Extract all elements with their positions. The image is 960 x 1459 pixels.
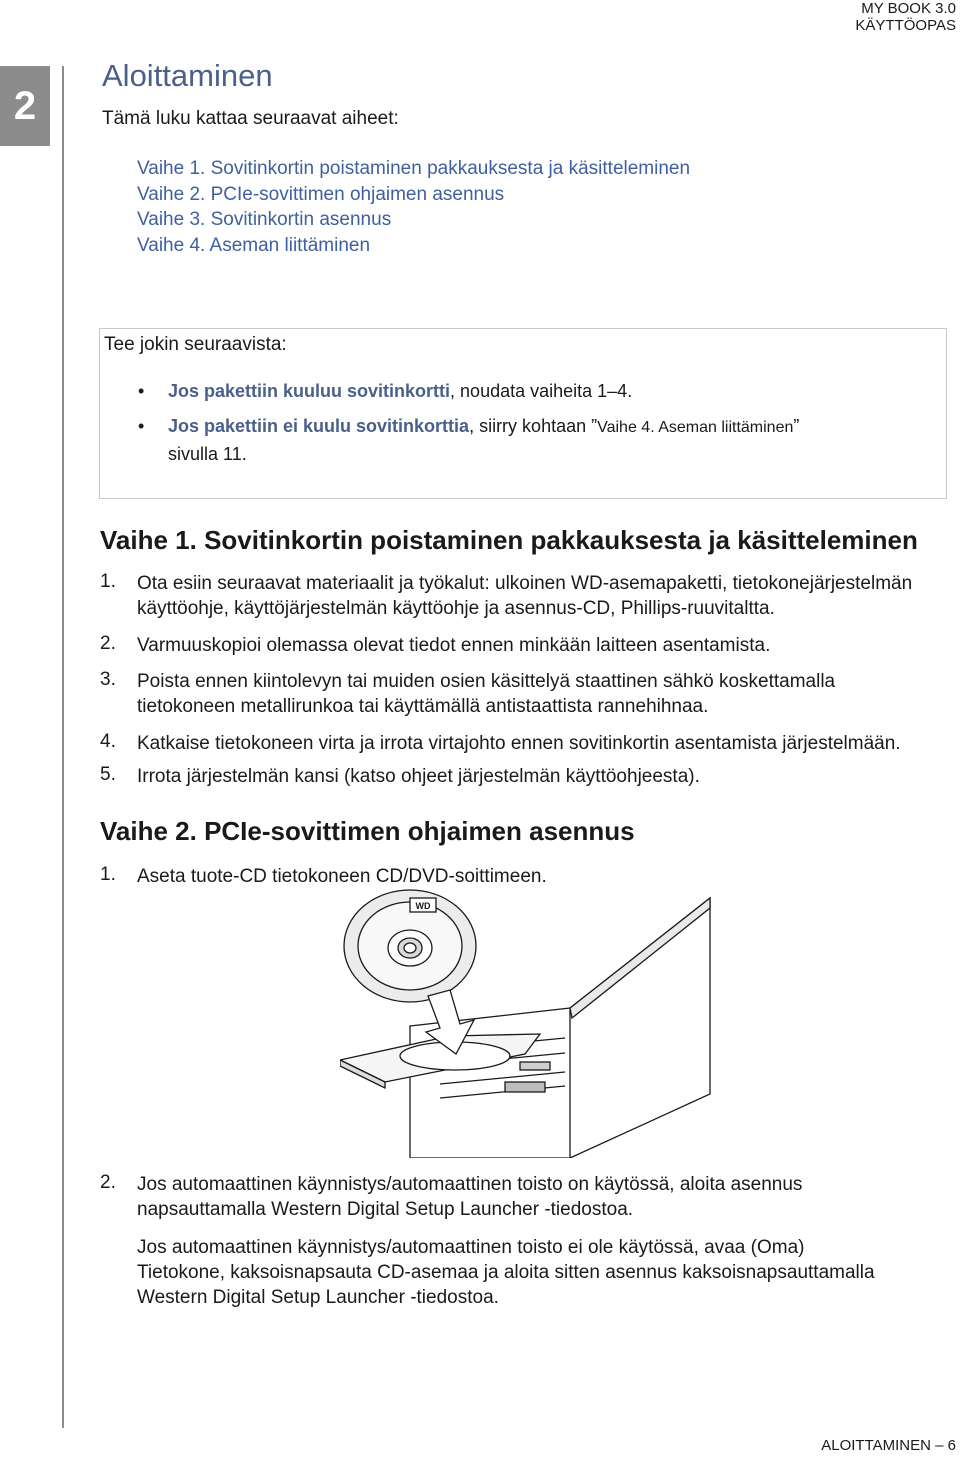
instruction-item-2-bold: Jos pakettiin ei kuulu sovitinkorttia — [168, 416, 470, 436]
step1-item-2-number: 2. — [100, 633, 116, 654]
chapter-margin-rule — [62, 66, 64, 1428]
instruction-item-2-quote-end: ” — [793, 416, 800, 436]
step2-item-1-number: 1. — [100, 864, 116, 885]
step1-item-1-text — [137, 571, 957, 621]
step1-item-4-text: Katkaise tietokoneen virta ja irrota virtajohto ennen sovitinkortin asentamista järjestelmään. — [137, 733, 901, 754]
step1-item-3-line-2: tietokoneen metallirunkoa tai käyttämällä antistaattista rannehihnaa. — [137, 696, 709, 717]
section-heading-step-1: Vaihe 1. Sovitinkortin poistaminen pakkauksesta ja käsitteleminen — [100, 525, 918, 555]
step2-item-2-line-2: napsauttamalla Western Digital Setup Launcher -tiedostoa. — [137, 1199, 634, 1220]
instruction-item-2-text: , siirry kohtaan ” — [469, 416, 598, 436]
header-doc-type: KÄYTTÖOPAS — [855, 17, 956, 34]
step1-item-3-line-1: Poista ennen kiintolevyn tai muiden osien käsittelyä staattinen sähkö koskettamalla — [137, 671, 836, 692]
step1-item-5-number: 5. — [100, 764, 116, 785]
instruction-box — [99, 328, 947, 499]
cd-disc-shape — [344, 890, 476, 1002]
cd-insertion-illustration — [340, 886, 730, 1158]
step1-item-1-line-1: Ota esiin seuraavat materiaalit ja työkalut: ulkoinen WD-asemapaketti, tietokonejärjestelmän — [137, 573, 913, 594]
instruction-item-1-text: , noudata vaiheita 1–4. — [450, 381, 633, 401]
instruction-box-title: Tee jokin seuraavista: — [104, 334, 287, 355]
step2-item-2-line-4: Tietokone, kaksoisnapsauta CD-asemaa ja aloita sitten asennus kaksoisnapsauttamalla — [137, 1262, 875, 1283]
instruction-item-2 — [168, 413, 938, 467]
step2-item-2-paragraph-2 — [137, 1235, 957, 1310]
section-heading-step-2: Vaihe 2. PCIe-sovittimen ohjaimen asennus — [100, 816, 635, 846]
step1-item-4-number: 4. — [100, 731, 116, 752]
instruction-item-1 — [168, 378, 938, 404]
toc-link-step-1[interactable]: Vaihe 1. Sovitinkortin poistaminen pakkauksesta ja käsitteleminen — [137, 158, 691, 179]
chapter-title: Aloittaminen — [102, 58, 273, 93]
instruction-item-2-page: sivulla 11. — [168, 444, 247, 464]
step1-item-3-number: 3. — [100, 669, 116, 690]
bullet-icon: • — [138, 416, 145, 436]
toc-link-step-4[interactable]: Vaihe 4. Aseman liittäminen — [137, 234, 371, 256]
toc-link-step-2[interactable]: Vaihe 2. PCIe-sovittimen ohjaimen asennus — [137, 183, 505, 205]
disc-logo-text: WD — [415, 901, 431, 911]
step2-item-1-text: Aseta tuote-CD tietokoneen CD/DVD-soittimeen. — [137, 866, 547, 887]
step1-item-5-text: Irrota järjestelmän kansi (katso ohjeet järjestelmän käyttöohjeesta). — [137, 766, 700, 787]
page-footer: ALOITTAMINEN – 6 — [821, 1437, 956, 1454]
chapter-intro: Tämä luku kattaa seuraavat aiheet: — [102, 108, 399, 129]
instruction-item-1-bold: Jos pakettiin kuuluu sovitinkortti — [168, 381, 451, 401]
step1-item-1-number: 1. — [100, 571, 116, 592]
step2-item-2-line-5: Western Digital Setup Launcher -tiedostoa. — [137, 1287, 499, 1308]
document-header — [855, 0, 956, 34]
step2-item-2-paragraph-1 — [137, 1172, 957, 1222]
step2-item-2-number: 2. — [100, 1172, 116, 1193]
header-product: MY BOOK 3.0 — [861, 0, 956, 17]
toc-link-step-3[interactable]: Vaihe 3. Sovitinkortin asennus — [137, 209, 392, 230]
step1-item-3-text — [137, 669, 957, 719]
bullet-icon: • — [138, 381, 145, 401]
step2-item-2-line-1: Jos automaattinen käynnistys/automaattinen toisto on käytössä, aloita asennus — [137, 1174, 803, 1195]
step2-item-2-line-3: Jos automaattinen käynnistys/automaattinen toisto ei ole käytössä, avaa (Oma) — [137, 1237, 805, 1258]
step1-item-2-text: Varmuuskopioi olemassa olevat tiedot ennen minkään laitteen asentamista. — [137, 635, 771, 656]
chapter-toc — [137, 156, 690, 258]
instruction-item-2-link[interactable]: Vaihe 4. Aseman liittäminen — [597, 419, 794, 436]
step1-item-1-line-2: käyttöohje, käyttöjärjestelmän käyttöohje ja asennus-CD, Phillips-ruuvitaltta. — [137, 598, 775, 619]
chapter-number-badge: 2 — [0, 66, 50, 146]
